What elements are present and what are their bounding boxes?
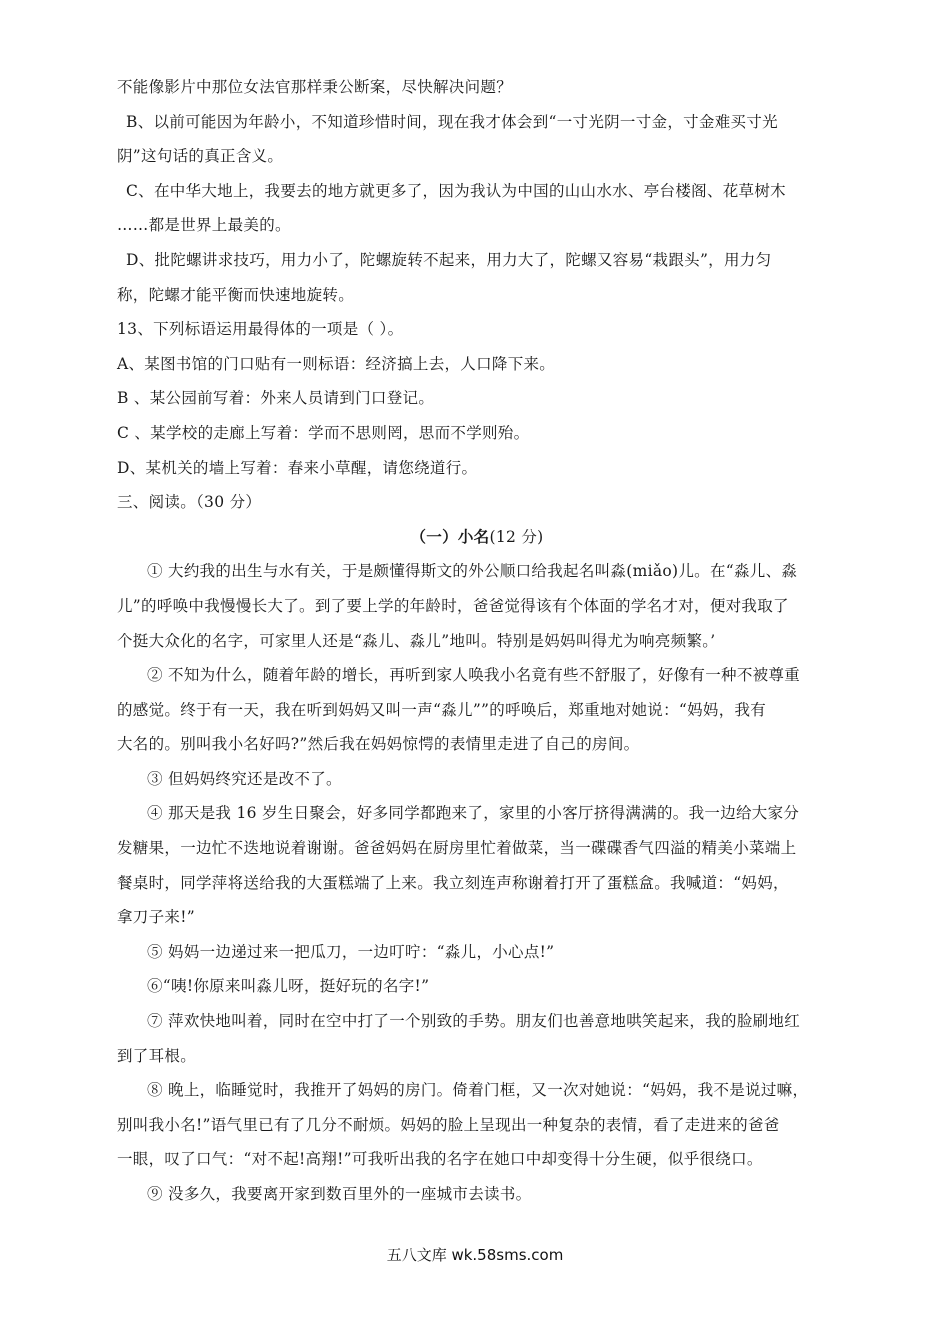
section-heading: 三、阅读。（30 分）: [117, 493, 262, 512]
paragraph-3: ③ 但妈妈终究还是改不了。: [147, 769, 342, 788]
q13-option-a: A、某图书馆的门口贴有一则标语：经济搞上去，人口降下来。: [117, 354, 556, 373]
q12-option-d-line2: 称，陀螺才能平衡而快速地旋转。: [117, 285, 355, 304]
article-score: (12 分): [489, 527, 544, 546]
paragraph-7-line1: ⑦ 萍欢快地叫着，同时在空中打了一个别致的手势。朋友们也善意地哄笑起来，我的脸刷地红: [147, 1012, 801, 1031]
q12-continuation-line: 不能像影片中那位女法官那样秉公断案，尽快解决问题？: [117, 78, 513, 96]
paragraph-1-line1: ① 大约我的出生与水有关，于是颇懂得斯文的外公顺口给我起名叫淼(miǎo)儿。在“淼儿、淼: [147, 562, 798, 581]
page-footer: 五八文库 wk.58sms.com: [386, 1246, 564, 1264]
paragraph-2-line2: 的感觉。终于有一天，我在听到妈妈又叫一声“淼儿””的呼唤后，郑重地对她说：“妈妈，我有: [117, 700, 767, 719]
q13-option-b: B 、某公园前写着：外来人员请到门口登记。: [117, 389, 435, 408]
q12-option-c-line1: C、在中华大地上，我要去的地方就更多了，因为我认为中国的山山水水、亭台楼阁、花草树木: [126, 181, 786, 200]
q13-option-d: D、某机关的墙上写着：春来小草醒，请您绕道行。: [117, 458, 478, 477]
q12-option-b-line2: 阴”这句话的真正含义。: [117, 147, 284, 166]
q13-question: 13、下列标语运用最得体的一项是（ ）。: [117, 320, 404, 339]
paragraph-2-line1: ② 不知为什么，随着年龄的增长，再听到家人唤我小名竟有些不舒服了，好像有一种不被尊重: [147, 666, 801, 685]
document-body: [117, 70, 837, 1212]
paragraph-8-line1: ⑧ 晚上，临睡觉时，我推开了妈妈的房门。倚着门框，又一次对她说：“妈妈，我不是说过嘛，: [147, 1081, 809, 1100]
article-title-text: （一）小名: [410, 526, 490, 546]
paragraph-4-line1: ④ 那天是我 16 岁生日聚会，好多同学都跑来了，家里的小客厅挤得满满的。我一边给大家分: [147, 804, 800, 823]
paragraph-6: ⑥“咦!你原来叫淼儿呀，挺好玩的名字!”: [147, 977, 430, 996]
q13-option-c: C 、某学校的走廊上写着：学而不思则罔，思而不学则殆。: [117, 423, 530, 442]
paragraph-1-line2: 儿”的呼唤中我慢慢长大了。到了要上学的年龄时，爸爸觉得该有个体面的学名才对，便对我取了: [117, 596, 789, 615]
paragraph-2-line3: 大名的。别叫我小名好吗?”然后我在妈妈惊愕的表情里走进了自己的房间。: [117, 735, 640, 754]
article-title: [117, 520, 837, 555]
paragraph-8-line3: 一眼，叹了口气：“对不起!高翔!”可我听出我的名字在她口中却变得十分生硬，似乎很绕口。: [117, 1150, 763, 1169]
paragraph-4-line4: 拿刀子来!”: [117, 908, 195, 927]
q12-option-b-line1: B、以前可能因为年龄小，不知道珍惜时间，现在我才体会到“一寸光阴一寸金，寸金难买寸光: [126, 112, 778, 131]
q12-option-d-line1: D、批陀螺讲求技巧，用力小了，陀螺旋转不起来，用力大了，陀螺又容易“栽跟头”，用力匀: [126, 250, 772, 269]
paragraph-9: ⑨ 没多久，我要离开家到数百里外的一座城市去读书。: [147, 1185, 532, 1203]
paragraph-7-line2: 到了耳根。: [117, 1046, 197, 1065]
paragraph-4-line3: 餐桌时，同学萍将送给我的大蛋糕端了上来。我立刻连声称谢着打开了蛋糕盒。我喊道：“妈妈，: [117, 873, 789, 892]
paragraph-8-line2: 别叫我小名!”语气里已有了几分不耐烦。妈妈的脸上呈现出一种复杂的表情，看了走进来的爸爸: [117, 1115, 780, 1134]
paragraph-4-line2: 发糖果，一边忙不迭地说着谢谢。爸爸妈妈在厨房里忙着做菜，当一碟碟香气四溢的精美小菜端上: [117, 839, 797, 858]
paragraph-5: ⑤ 妈妈一边递过来一把瓜刀，一边叮咛：“淼儿，小心点!”: [147, 942, 555, 961]
q12-option-c-line2: ……都是世界上最美的。: [117, 216, 291, 235]
paragraph-1-line3: 个挺大众化的名字，可家里人还是“淼儿、淼儿”地叫。特别是妈妈叫得尤为响亮频繁。’: [117, 631, 716, 650]
